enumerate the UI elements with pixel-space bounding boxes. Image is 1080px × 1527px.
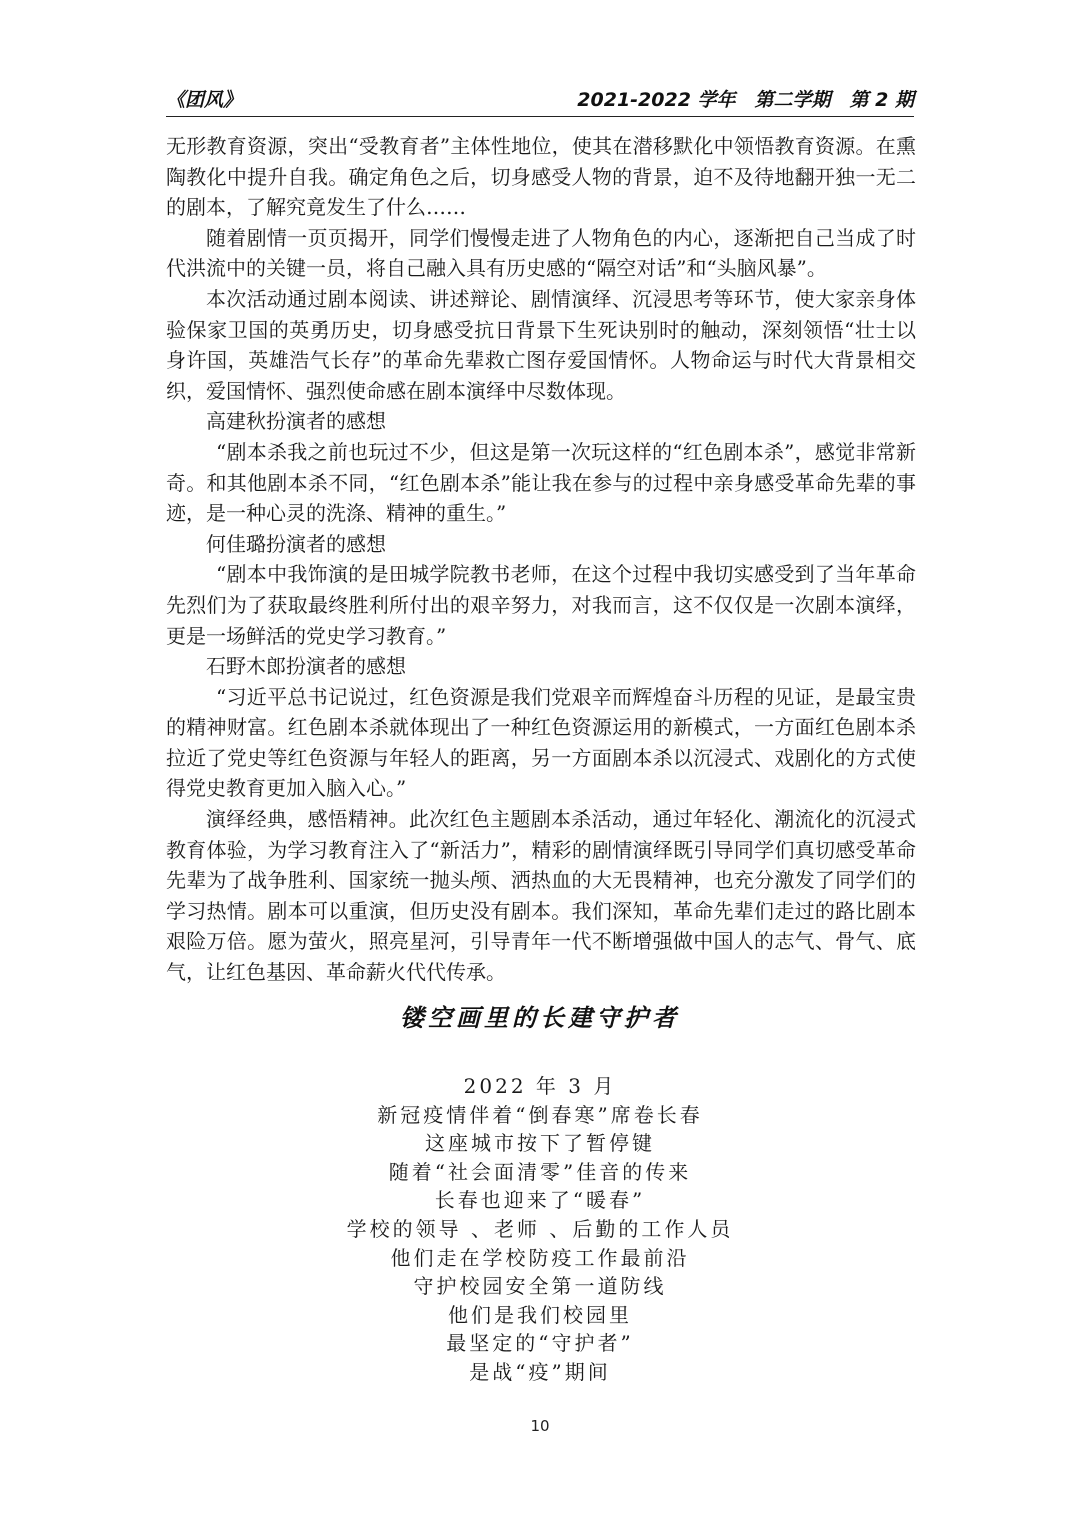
poem-line: 这座城市按下了暂停键	[425, 1131, 655, 1156]
poem-body	[0, 1072, 1080, 1387]
poem-line: 是战“疫”期间	[469, 1359, 611, 1384]
speaker-quote: “剧本杀我之前也玩过不少，但这是第一次玩这样的“红色剧本杀”，感觉非常新奇。和其他剧本杀不同，“红色剧本杀”能让我在参与的过程中亲身感受革命先辈的事迹，是一种心灵的洗涤、精神的重生。”	[166, 439, 916, 526]
poem-line: 他们是我们校园里	[448, 1302, 632, 1327]
page-header	[166, 78, 914, 112]
poem-line: 长春也迎来了“暖春”	[434, 1188, 646, 1213]
poem-title: 镂空画里的长建守护者	[400, 1004, 680, 1032]
publication-title: 《团风》	[166, 89, 243, 111]
speaker-quote: “习近平总书记说过，红色资源是我们党艰辛而辉煌奋斗历程的见证，是最宝贵的精神财富。红色剧本杀就体现出了一种红色资源运用的新模式，一方面红色剧本杀拉近了党史等红色资源与年轻人的距离，另一方面剧本杀以沉浸式、戏剧化的方式使得党史教育更加入脑入心。”	[166, 684, 916, 801]
poem-line: 新冠疫情伴着“倒春寒”席卷长春	[377, 1102, 703, 1127]
header-divider	[166, 116, 914, 117]
page-number: 10	[530, 1417, 550, 1435]
speaker-heading: 何佳璐扮演者的感想	[206, 531, 386, 556]
speaker-heading: 高建秋扮演者的感想	[206, 409, 386, 434]
speaker-quote: “剧本中我饰演的是田城学院教书老师，在这个过程中我切实感受到了当年革命先烈们为了获取最终胜利所付出的艰辛努力，对我而言，这不仅仅是一次剧本演绎，更是一场鲜活的党史学习教育。”	[166, 562, 916, 648]
poem-line: 随着“社会面清零”佳音的传来	[388, 1159, 692, 1184]
paragraph: 演绎经典，感悟精神。此次红色主题剧本杀活动，通过年轻化、潮流化的沉浸式教育体验，为学习教育注入了“新活力”，精彩的剧情演绎既引导同学们真切感受革命先辈为了战争胜利、国家统一抛头颅、洒热血的大无畏精神，也充分激发了同学们的学习热情。剧本可以重演，但历史没有剧本。我们深知，革命先辈们走过的路比剧本艰险万倍。愿为萤火，照亮星河，引导青年一代不断增强做中国人的志气、骨气、底气，让红色基因、革命薪火代代传承。	[166, 807, 916, 985]
paragraph: 无形教育资源，突出“受教育者”主体性地位，使其在潜移默化中领悟教育资源。在熏陶教化中提升自我。确定角色之后，切身感受人物的背景，迫不及待地翻开独一无二的剧本，了解究竟发生了什么……	[166, 134, 916, 220]
poem-line: 他们走在学校防疫工作最前沿	[390, 1245, 690, 1270]
poem-line: 守护校园安全第一道防线	[413, 1274, 667, 1299]
paragraph: 本次活动通过剧本阅读、讲述辩论、剧情演绎、沉浸思考等环节，使大家亲身体验保家卫国的英勇历史，切身感受抗日背景下生死诀别时的触动，深刻领悟“壮士以身许国，英雄浩气长存”的革命先辈救亡图存爱国情怀。人物命运与时代大背景相交织，爱国情怀、强烈使命感在剧本演绎中尽数体现。	[166, 286, 916, 403]
poem-line: 学校的领导 、老师 、后勤的工作人员	[346, 1216, 734, 1241]
poem-line: 2022 年 3 月	[463, 1074, 617, 1098]
speaker-heading: 石野木郎扮演者的感想	[206, 654, 406, 679]
poem-line: 最坚定的“守护者”	[446, 1331, 634, 1356]
issue-info: 2021-2022 学年 第二学期 第 2 期	[577, 89, 914, 111]
paragraph: 随着剧情一页页揭开，同学们慢慢走进了人物角色的内心，逐渐把自己当成了时代洪流中的关键一员，将自己融入具有历史感的“隔空对话”和“头脑风暴”。	[166, 225, 916, 281]
article-body	[166, 131, 916, 988]
